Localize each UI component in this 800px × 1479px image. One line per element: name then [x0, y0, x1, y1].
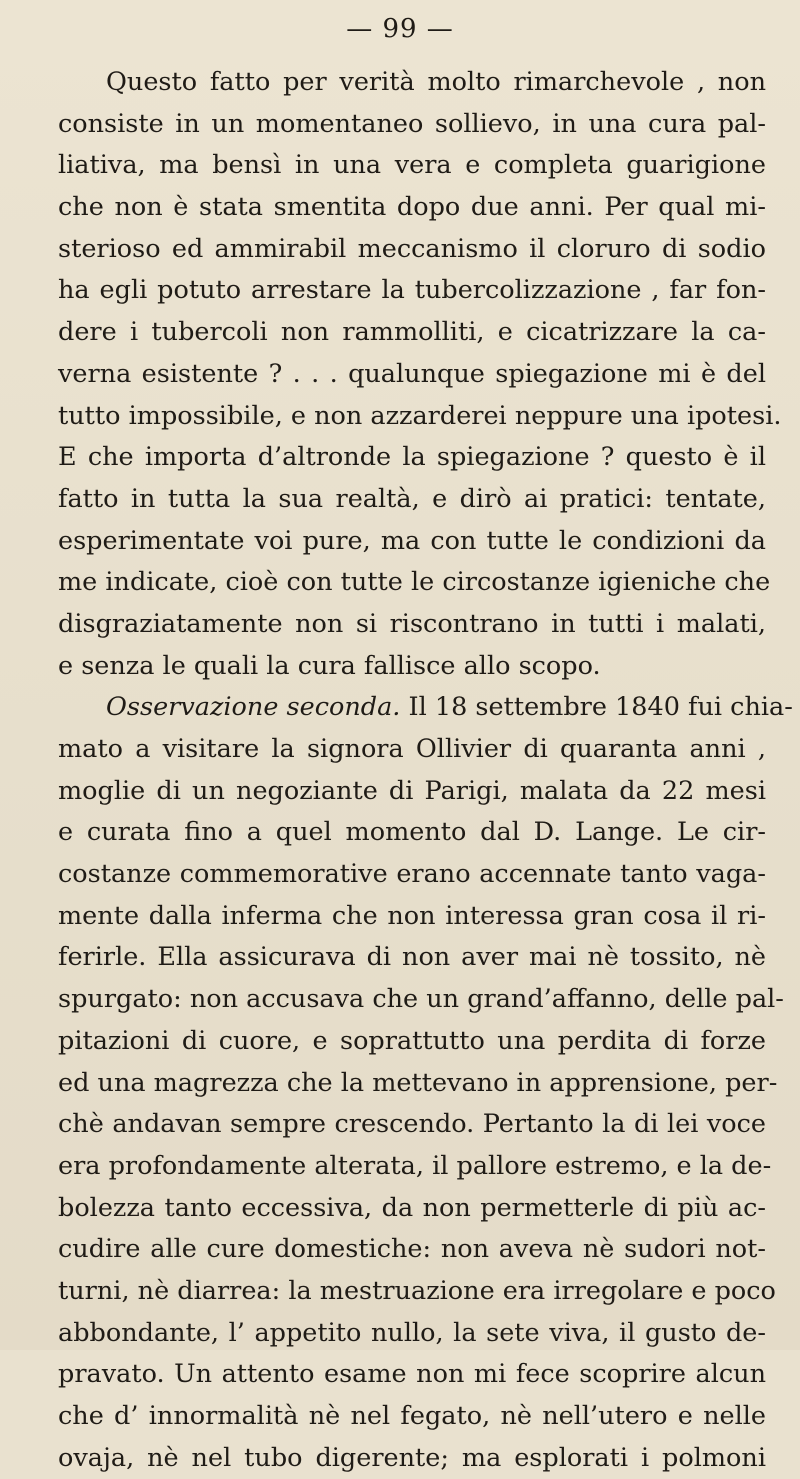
text-line: chè andavan sempre crescendo. Pertanto la di lei voce	[58, 1109, 766, 1140]
observation-heading: Osservazione seconda.	[106, 692, 401, 723]
text-line-rest: Il 18 settembre 1840 fui chia-	[408, 692, 793, 723]
text-line: cudire alle cure domestiche: non aveva nè sudori not-	[58, 1234, 766, 1265]
text-line: Questo fatto per verità molto rimarchevole , non	[106, 67, 766, 97]
text-line: spurgato: non accusava che un grand’affanno, delle pal-	[58, 984, 784, 1015]
text-line: ha egli potuto arrestare la tubercolizzazione , far fon-	[58, 275, 766, 306]
page-number-header: — 99 —	[346, 14, 454, 44]
text-line: ovaja, nè nel tubo digerente; ma esplorati i polmoni	[58, 1442, 766, 1473]
text-line: bolezza tanto eccessiva, da non permetterle di più ac-	[58, 1192, 766, 1223]
text-line: disgraziatamente non si riscontrano in tutti i malati,	[58, 608, 766, 639]
text-line: tutto impossibile, e non azzarderei neppure una ipotesi.	[58, 400, 782, 431]
text-line: pravato. Un attento esame non mi fece scoprire alcun	[58, 1359, 766, 1390]
text-line: costanze commemorative erano accennate tanto vaga-	[58, 859, 766, 890]
text-line: che non è stata smentita dopo due anni. Per qual mi-	[58, 192, 766, 223]
text-line: mato a visitare la signora Ollivier di quaranta anni ,	[58, 734, 766, 764]
text-line: era profondamente alterata, il pallore estremo, e la de-	[58, 1150, 772, 1181]
text-line: moglie di un negoziante di Parigi, malata da 22 mesi	[58, 775, 766, 806]
text-line: sterioso ed ammirabil meccanismo il cloruro di sodio	[58, 233, 766, 264]
text-line: pitazioni di cuore, e soprattutto una perdita di forze	[58, 1025, 766, 1056]
text-line: consiste in un momentaneo sollievo, in una cura pal-	[58, 108, 766, 139]
text-line: dere i tubercoli non rammolliti, e cicatrizzare la ca-	[58, 317, 766, 348]
text-line: E che importa d’altronde la spiegazione ? questo è il	[58, 442, 766, 473]
text-line: che d’ innormalità nè nel fegato, nè nell’utero e nelle	[58, 1401, 766, 1431]
paragraph-start-line	[58, 687, 793, 729]
text-line: fatto in tutta la sua realtà, e dirò ai pratici: tentate,	[58, 483, 766, 514]
text-line: mente dalla inferma che non interessa gran cosa il ri-	[58, 900, 766, 931]
text-line: turni, nè diarrea: la mestruazione era irregolare e poco	[58, 1275, 776, 1306]
text-line: liativa, ma bensì in una vera e completa guarigione	[58, 150, 766, 181]
text-line: esperimentate voi pure, ma con tutte le condizioni da	[58, 525, 766, 556]
text-line: abbondante, l’ appetito nullo, la sete viva, il gusto de-	[58, 1317, 766, 1348]
text-line: ferirle. Ella assicurava di non aver mai nè tossito, nè	[58, 942, 766, 973]
text-line: e senza le quali la cura fallisce allo scopo.	[58, 650, 601, 681]
text-line: ed una magrezza che la mettevano in apprensione, per-	[58, 1067, 778, 1098]
text-line: me indicate, cioè con tutte le circostanze igieniche che	[58, 567, 771, 598]
text-line: e curata fino a quel momento dal D. Lange. Le cir-	[58, 817, 766, 848]
text-line: verna esistente ? . . . qualunque spiegazione mi è del	[58, 358, 766, 389]
body-text	[58, 62, 793, 1479]
